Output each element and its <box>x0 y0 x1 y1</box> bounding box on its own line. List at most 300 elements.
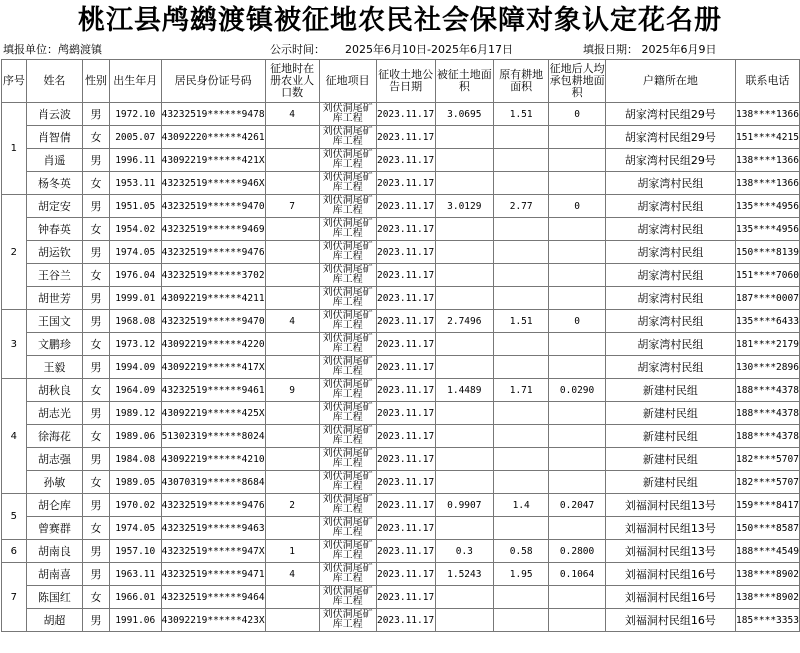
project-cell: 刘伏洞尾矿库工程 <box>319 356 376 379</box>
table-row <box>2 494 800 517</box>
area-cell <box>435 287 493 310</box>
after-cell <box>549 471 606 494</box>
addr-cell: 新建村民组 <box>605 471 735 494</box>
after-cell: 0 <box>549 195 606 218</box>
project-cell: 刘伏洞尾矿库工程 <box>319 402 376 425</box>
id-cell: 43232519******947X <box>161 540 265 563</box>
household-cell <box>265 241 319 264</box>
date-cell: 2023.11.17 <box>376 448 435 471</box>
birth-cell: 1968.08 <box>109 310 161 333</box>
household-cell <box>265 471 319 494</box>
id-cell: 43232519******9464 <box>161 586 265 609</box>
addr-cell: 胡家湾村民组 <box>605 195 735 218</box>
name-cell: 王谷兰 <box>26 264 82 287</box>
arable-cell <box>494 264 549 287</box>
area-cell <box>435 448 493 471</box>
id-cell: 43092219******421X <box>161 149 265 172</box>
header-arable: 原有耕地面积 <box>494 60 549 103</box>
fill-unit <box>3 41 102 58</box>
addr-cell: 胡家湾村民组 <box>605 287 735 310</box>
id-cell: 43232519******9471 <box>161 563 265 586</box>
id-cell: 43232519******9470 <box>161 195 265 218</box>
phone-cell: 135****4956 <box>735 195 799 218</box>
area-cell: 2.7496 <box>435 310 493 333</box>
date-cell: 2023.11.17 <box>376 241 435 264</box>
fill-unit-value: 鸬鹚渡镇 <box>58 43 102 56</box>
area-cell <box>435 149 493 172</box>
date-cell: 2023.11.17 <box>376 126 435 149</box>
arable-cell <box>494 333 549 356</box>
date-cell: 2023.11.17 <box>376 218 435 241</box>
table-row <box>2 356 800 379</box>
arable-cell <box>494 356 549 379</box>
phone-cell: 150****8587 <box>735 517 799 540</box>
addr-cell: 胡家湾村民组 <box>605 356 735 379</box>
header-id: 居民身份证号码 <box>161 60 265 103</box>
project-cell: 刘伏洞尾矿库工程 <box>319 563 376 586</box>
birth-cell: 1951.05 <box>109 195 161 218</box>
table-row <box>2 609 800 632</box>
publicity-period: 2025年6月10日-2025年6月17日 <box>345 43 513 56</box>
table-row <box>2 540 800 563</box>
household-cell <box>265 356 319 379</box>
after-cell: 0.2800 <box>549 540 606 563</box>
after-cell <box>549 218 606 241</box>
arable-cell: 2.77 <box>494 195 549 218</box>
area-cell: 0.3 <box>435 540 493 563</box>
project-cell: 刘伏洞尾矿库工程 <box>319 103 376 126</box>
id-cell: 43232519******9476 <box>161 241 265 264</box>
addr-cell: 胡家湾村民组29号 <box>605 103 735 126</box>
seq-cell: 4 <box>2 379 27 494</box>
name-cell: 胡秋良 <box>26 379 82 402</box>
phone-cell: 159****8417 <box>735 494 799 517</box>
household-cell <box>265 264 319 287</box>
addr-cell: 胡家湾村民组 <box>605 241 735 264</box>
birth-cell: 1989.12 <box>109 402 161 425</box>
header-gender: 性别 <box>83 60 110 103</box>
header-birth: 出生年月 <box>109 60 161 103</box>
id-cell: 43232519******3702 <box>161 264 265 287</box>
project-cell: 刘伏洞尾矿库工程 <box>319 218 376 241</box>
id-cell: 43232519******946X <box>161 172 265 195</box>
area-cell: 1.4489 <box>435 379 493 402</box>
area-cell <box>435 264 493 287</box>
arable-cell <box>494 241 549 264</box>
project-cell: 刘伏洞尾矿库工程 <box>319 471 376 494</box>
project-cell: 刘伏洞尾矿库工程 <box>319 609 376 632</box>
phone-cell: 135****6433 <box>735 310 799 333</box>
project-cell: 刘伏洞尾矿库工程 <box>319 448 376 471</box>
arable-cell <box>494 586 549 609</box>
id-cell: 51302319******8024 <box>161 425 265 448</box>
phone-cell: 138****1366 <box>735 172 799 195</box>
date-cell: 2023.11.17 <box>376 356 435 379</box>
addr-cell: 胡家湾村民组 <box>605 310 735 333</box>
gender-cell: 女 <box>83 379 110 402</box>
seq-cell: 2 <box>2 195 27 310</box>
header-area: 被征土地面积 <box>435 60 493 103</box>
after-cell <box>549 517 606 540</box>
household-cell: 7 <box>265 195 319 218</box>
header-date: 征收土地公告日期 <box>376 60 435 103</box>
header-household: 征地时在册农业人口数 <box>265 60 319 103</box>
after-cell: 0.1064 <box>549 563 606 586</box>
arable-cell <box>494 287 549 310</box>
arable-cell <box>494 218 549 241</box>
addr-cell: 胡家湾村民组 <box>605 333 735 356</box>
phone-cell: 187****0007 <box>735 287 799 310</box>
after-cell <box>549 402 606 425</box>
date-cell: 2023.11.17 <box>376 310 435 333</box>
after-cell: 0 <box>549 310 606 333</box>
table-row <box>2 287 800 310</box>
id-cell: 43232519******9461 <box>161 379 265 402</box>
table-row <box>2 379 800 402</box>
birth-cell: 1963.11 <box>109 563 161 586</box>
arable-cell <box>494 172 549 195</box>
table-row <box>2 103 800 126</box>
roster-table <box>1 59 800 632</box>
id-cell: 43232519******9476 <box>161 494 265 517</box>
seq-cell: 7 <box>2 563 27 632</box>
phone-cell: 188****4549 <box>735 540 799 563</box>
seq-cell: 1 <box>2 103 27 195</box>
id-cell: 43092219******4211 <box>161 287 265 310</box>
seq-cell: 5 <box>2 494 27 540</box>
gender-cell: 女 <box>83 126 110 149</box>
birth-cell: 1984.08 <box>109 448 161 471</box>
table-row <box>2 195 800 218</box>
gender-cell: 女 <box>83 517 110 540</box>
name-cell: 曾赛群 <box>26 517 82 540</box>
addr-cell: 新建村民组 <box>605 448 735 471</box>
birth-cell: 2005.07 <box>109 126 161 149</box>
after-cell: 0.0290 <box>549 379 606 402</box>
name-cell: 胡超 <box>26 609 82 632</box>
name-cell: 王毅 <box>26 356 82 379</box>
birth-cell: 1957.10 <box>109 540 161 563</box>
household-cell <box>265 402 319 425</box>
arable-cell <box>494 425 549 448</box>
table-row <box>2 402 800 425</box>
area-cell <box>435 402 493 425</box>
name-cell: 钟春英 <box>26 218 82 241</box>
table-row <box>2 310 800 333</box>
household-cell: 4 <box>265 103 319 126</box>
household-cell: 9 <box>265 379 319 402</box>
project-cell: 刘伏洞尾矿库工程 <box>319 425 376 448</box>
gender-cell: 男 <box>83 310 110 333</box>
date-cell: 2023.11.17 <box>376 149 435 172</box>
addr-cell: 胡家湾村民组 <box>605 218 735 241</box>
household-cell: 4 <box>265 310 319 333</box>
date-cell: 2023.11.17 <box>376 287 435 310</box>
table-body <box>2 103 800 632</box>
addr-cell: 刘福洞村民组13号 <box>605 517 735 540</box>
addr-cell: 刘福洞村民组13号 <box>605 494 735 517</box>
id-cell: 43092219******423X <box>161 609 265 632</box>
gender-cell: 男 <box>83 195 110 218</box>
birth-cell: 1964.09 <box>109 379 161 402</box>
gender-cell: 男 <box>83 103 110 126</box>
gender-cell: 女 <box>83 333 110 356</box>
name-cell: 胡仑库 <box>26 494 82 517</box>
addr-cell: 新建村民组 <box>605 425 735 448</box>
after-cell: 0 <box>549 103 606 126</box>
household-cell <box>265 517 319 540</box>
arable-cell <box>494 609 549 632</box>
date-cell: 2023.11.17 <box>376 402 435 425</box>
gender-cell: 男 <box>83 149 110 172</box>
arable-cell <box>494 517 549 540</box>
household-cell <box>265 609 319 632</box>
after-cell <box>549 241 606 264</box>
phone-cell: 181****2179 <box>735 333 799 356</box>
id-cell: 43092219******4210 <box>161 448 265 471</box>
addr-cell: 新建村民组 <box>605 379 735 402</box>
project-cell: 刘伏洞尾矿库工程 <box>319 195 376 218</box>
gender-cell: 男 <box>83 494 110 517</box>
table-row <box>2 425 800 448</box>
household-cell <box>265 149 319 172</box>
after-cell <box>549 126 606 149</box>
gender-cell: 女 <box>83 264 110 287</box>
name-cell: 胡南喜 <box>26 563 82 586</box>
household-cell: 4 <box>265 563 319 586</box>
birth-cell: 1970.02 <box>109 494 161 517</box>
name-cell: 胡定安 <box>26 195 82 218</box>
household-cell <box>265 425 319 448</box>
area-cell <box>435 241 493 264</box>
header-phone: 联系电话 <box>735 60 799 103</box>
date-cell: 2023.11.17 <box>376 494 435 517</box>
gender-cell: 男 <box>83 287 110 310</box>
table-row <box>2 149 800 172</box>
phone-cell: 138****1366 <box>735 149 799 172</box>
birth-cell: 1996.11 <box>109 149 161 172</box>
name-cell: 胡志强 <box>26 448 82 471</box>
area-cell <box>435 609 493 632</box>
date-cell: 2023.11.17 <box>376 471 435 494</box>
name-cell: 胡志光 <box>26 402 82 425</box>
name-cell: 文鹏珍 <box>26 333 82 356</box>
date-cell: 2023.11.17 <box>376 195 435 218</box>
table-row <box>2 172 800 195</box>
gender-cell: 男 <box>83 540 110 563</box>
birth-cell: 1999.01 <box>109 287 161 310</box>
id-cell: 43232519******9470 <box>161 310 265 333</box>
phone-cell: 151****4215 <box>735 126 799 149</box>
name-cell: 徐海花 <box>26 425 82 448</box>
seq-cell: 6 <box>2 540 27 563</box>
addr-cell: 刘福洞村民组13号 <box>605 540 735 563</box>
project-cell: 刘伏洞尾矿库工程 <box>319 149 376 172</box>
publicity-label: 公示时间： <box>270 43 325 56</box>
arable-cell: 1.51 <box>494 310 549 333</box>
date-cell: 2023.11.17 <box>376 563 435 586</box>
area-cell <box>435 126 493 149</box>
gender-cell: 男 <box>83 356 110 379</box>
phone-cell: 151****7060 <box>735 264 799 287</box>
addr-cell: 刘福洞村民组16号 <box>605 563 735 586</box>
birth-cell: 1989.06 <box>109 425 161 448</box>
addr-cell: 胡家湾村民组 <box>605 264 735 287</box>
after-cell <box>549 333 606 356</box>
project-cell: 刘伏洞尾矿库工程 <box>319 126 376 149</box>
household-cell <box>265 287 319 310</box>
birth-cell: 1966.01 <box>109 586 161 609</box>
area-cell: 3.0695 <box>435 103 493 126</box>
after-cell <box>549 172 606 195</box>
project-cell: 刘伏洞尾矿库工程 <box>319 540 376 563</box>
birth-cell: 1994.09 <box>109 356 161 379</box>
birth-cell: 1976.04 <box>109 264 161 287</box>
id-cell: 43232519******9478 <box>161 103 265 126</box>
birth-cell: 1991.06 <box>109 609 161 632</box>
phone-cell: 138****8902 <box>735 563 799 586</box>
gender-cell: 男 <box>83 241 110 264</box>
arable-cell <box>494 126 549 149</box>
date-cell: 2023.11.17 <box>376 517 435 540</box>
project-cell: 刘伏洞尾矿库工程 <box>319 287 376 310</box>
arable-cell <box>494 402 549 425</box>
fill-date: 填报日期： 2025年6月9日 <box>583 43 717 56</box>
table-row <box>2 218 800 241</box>
arable-cell: 1.4 <box>494 494 549 517</box>
phone-cell: 185****3353 <box>735 609 799 632</box>
arable-cell <box>494 149 549 172</box>
gender-cell: 女 <box>83 471 110 494</box>
project-cell: 刘伏洞尾矿库工程 <box>319 264 376 287</box>
arable-cell <box>494 471 549 494</box>
table-row <box>2 333 800 356</box>
date-cell: 2023.11.17 <box>376 586 435 609</box>
table-header-row <box>2 60 800 103</box>
gender-cell: 女 <box>83 218 110 241</box>
after-cell <box>549 356 606 379</box>
phone-cell: 182****5707 <box>735 448 799 471</box>
gender-cell: 女 <box>83 425 110 448</box>
project-cell: 刘伏洞尾矿库工程 <box>319 310 376 333</box>
household-cell <box>265 333 319 356</box>
phone-cell: 188****4378 <box>735 402 799 425</box>
phone-cell: 138****8902 <box>735 586 799 609</box>
gender-cell: 男 <box>83 609 110 632</box>
household-cell <box>265 586 319 609</box>
header-project: 征地项目 <box>319 60 376 103</box>
phone-cell: 182****5707 <box>735 471 799 494</box>
birth-cell: 1954.02 <box>109 218 161 241</box>
project-cell: 刘伏洞尾矿库工程 <box>319 241 376 264</box>
household-cell <box>265 218 319 241</box>
table-row <box>2 586 800 609</box>
date-cell: 2023.11.17 <box>376 333 435 356</box>
seq-cell: 3 <box>2 310 27 379</box>
area-cell <box>435 586 493 609</box>
arable-cell <box>494 448 549 471</box>
after-cell <box>549 425 606 448</box>
addr-cell: 胡家湾村民组29号 <box>605 149 735 172</box>
addr-cell: 胡家湾村民组29号 <box>605 126 735 149</box>
household-cell: 1 <box>265 540 319 563</box>
date-cell: 2023.11.17 <box>376 379 435 402</box>
table-row <box>2 448 800 471</box>
id-cell: 43070319******8684 <box>161 471 265 494</box>
addr-cell: 刘福洞村民组16号 <box>605 586 735 609</box>
gender-cell: 男 <box>83 448 110 471</box>
area-cell <box>435 471 493 494</box>
table-row <box>2 471 800 494</box>
arable-cell: 1.95 <box>494 563 549 586</box>
date-cell: 2023.11.17 <box>376 103 435 126</box>
addr-cell: 胡家湾村民组 <box>605 172 735 195</box>
after-cell <box>549 287 606 310</box>
project-cell: 刘伏洞尾矿库工程 <box>319 379 376 402</box>
after-cell: 0.2047 <box>549 494 606 517</box>
area-cell <box>435 356 493 379</box>
header-name: 姓名 <box>26 60 82 103</box>
addr-cell: 新建村民组 <box>605 402 735 425</box>
name-cell: 陈国红 <box>26 586 82 609</box>
name-cell: 肖云波 <box>26 103 82 126</box>
area-cell <box>435 425 493 448</box>
household-cell <box>265 448 319 471</box>
table-row <box>2 241 800 264</box>
after-cell <box>549 609 606 632</box>
area-cell <box>435 172 493 195</box>
gender-cell: 女 <box>83 172 110 195</box>
area-cell: 1.5243 <box>435 563 493 586</box>
birth-cell: 1972.10 <box>109 103 161 126</box>
id-cell: 43092220******4261 <box>161 126 265 149</box>
table-row <box>2 126 800 149</box>
header-after: 征地后人均承包耕地面积 <box>549 60 606 103</box>
document-title: 桃江县鸬鹚渡镇被征地农民社会保障对象认定花名册 <box>78 5 722 36</box>
date-cell: 2023.11.17 <box>376 172 435 195</box>
gender-cell: 男 <box>83 563 110 586</box>
name-cell: 胡运钦 <box>26 241 82 264</box>
project-cell: 刘伏洞尾矿库工程 <box>319 494 376 517</box>
fill-unit-label: 填报单位： <box>3 43 58 56</box>
area-cell: 0.9907 <box>435 494 493 517</box>
birth-cell: 1953.11 <box>109 172 161 195</box>
date-cell: 2023.11.17 <box>376 425 435 448</box>
area-cell <box>435 333 493 356</box>
area-cell <box>435 218 493 241</box>
household-cell <box>265 172 319 195</box>
household-cell <box>265 126 319 149</box>
table-row <box>2 517 800 540</box>
birth-cell: 1973.12 <box>109 333 161 356</box>
gender-cell: 女 <box>83 586 110 609</box>
gender-cell: 男 <box>83 402 110 425</box>
project-cell: 刘伏洞尾矿库工程 <box>319 172 376 195</box>
after-cell <box>549 149 606 172</box>
arable-cell: 1.71 <box>494 379 549 402</box>
date-cell: 2023.11.17 <box>376 264 435 287</box>
project-cell: 刘伏洞尾矿库工程 <box>319 517 376 540</box>
header-addr: 户籍所在地 <box>605 60 735 103</box>
arable-cell: 0.58 <box>494 540 549 563</box>
id-cell: 43232519******9463 <box>161 517 265 540</box>
addr-cell: 刘福洞村民组16号 <box>605 609 735 632</box>
phone-cell: 188****4378 <box>735 425 799 448</box>
phone-cell: 138****1366 <box>735 103 799 126</box>
project-cell: 刘伏洞尾矿库工程 <box>319 333 376 356</box>
birth-cell: 1974.05 <box>109 241 161 264</box>
household-cell: 2 <box>265 494 319 517</box>
